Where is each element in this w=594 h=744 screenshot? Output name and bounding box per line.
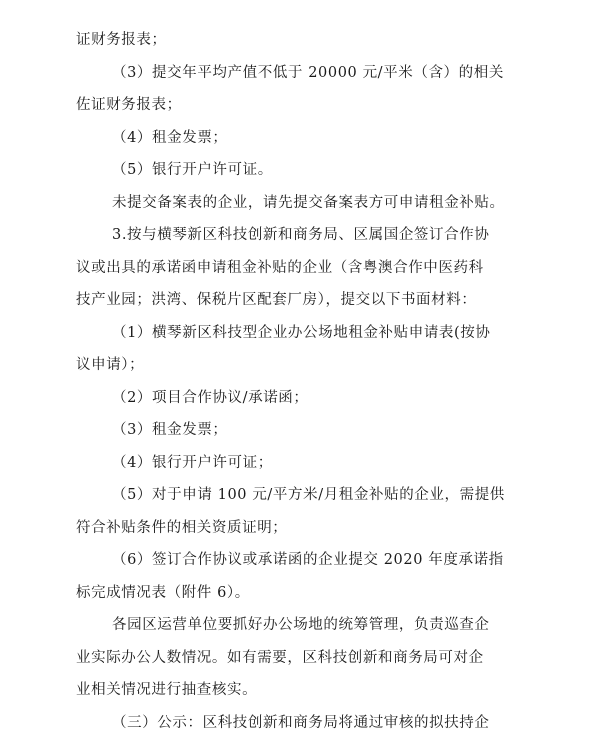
text-line: 标完成情况表（附件 6）。 — [76, 585, 250, 601]
text-line: 证财务报表； — [76, 32, 167, 48]
text-line: 符合补贴条件的相关资质证明； — [76, 520, 288, 536]
text-line: 技产业园；洪湾、保税片区配套厂房），提交以下书面材料： — [76, 292, 477, 308]
text-line: （2）项目合作协议/承诺函； — [112, 390, 309, 406]
text-line: 议申请）； — [76, 357, 145, 373]
text-line: （1）横琴新区科技型企业办公场地租金补贴申请表(按协 — [112, 325, 491, 341]
text-line: 各园区运营单位要抓好办公场地的统筹管理，负责巡查企 — [112, 617, 490, 633]
text-line: 议或出具的承诺函申请租金补贴的企业（含粤澳合作中医药科 — [76, 260, 484, 276]
text-line: 3.按与横琴新区科技创新和商务局、区属国企签订合作协 — [112, 227, 490, 243]
text-line: （4）租金发票； — [112, 130, 228, 146]
text-line: 佐证财务报表； — [76, 97, 182, 113]
text-line: （3）租金发票； — [112, 422, 228, 438]
text-line: （三）公示：区科技创新和商务局将通过审核的拟扶持企 — [112, 715, 490, 731]
text-line: （3）提交年平均产值不低于 20000 元/平米（含）的相关 — [112, 65, 504, 81]
text-line: 业相关情况进行抽查核实。 — [76, 682, 258, 698]
text-line: （5）银行开户许可证。 — [112, 162, 273, 178]
text-line: （4）银行开户许可证； — [112, 455, 273, 471]
text-line: 业实际办公人数情况。如有需要，区科技创新和商务局可对企 — [76, 650, 484, 666]
text-line: 未提交备案表的企业，请先提交备案表方可申请租金补贴。 — [112, 195, 505, 211]
text-line: （5）对于申请 100 元/平方米/月租金补贴的企业，需提供 — [112, 487, 505, 503]
text-line: （6）签订合作协议或承诺函的企业提交 2020 年度承诺指 — [112, 552, 504, 568]
